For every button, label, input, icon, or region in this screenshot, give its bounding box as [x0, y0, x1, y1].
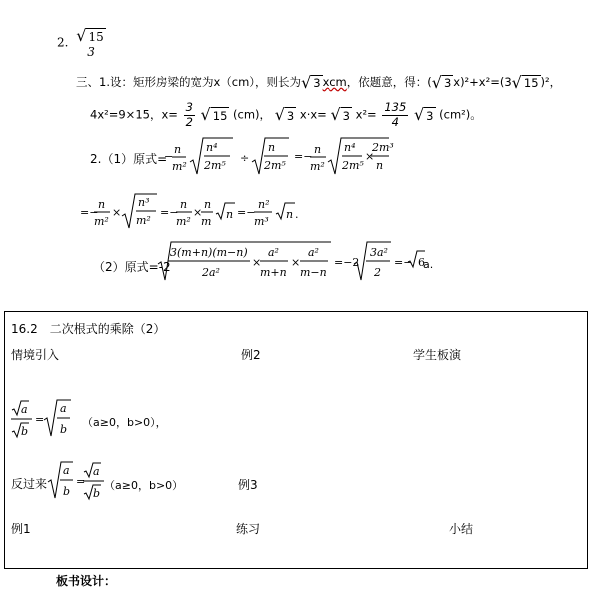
sqrt3-a: 3 — [313, 76, 321, 90]
board-col2-header: 例2 — [241, 348, 261, 362]
board-example-3: 例3 — [238, 478, 258, 492]
part3-line1-unit: cm — [329, 75, 347, 89]
svg-text:×: × — [112, 206, 122, 219]
svg-text:n: n — [314, 143, 322, 156]
svg-text:3a²: 3a² — [370, 246, 388, 259]
part3-line2-b: (cm)， — [233, 107, 272, 122]
svg-text:b: b — [21, 425, 29, 438]
sqrt3-d: 3 — [342, 108, 350, 123]
board-reverse-label: 反过来 — [11, 477, 48, 491]
svg-text:=: = — [35, 413, 45, 426]
answer-2 — [57, 28, 110, 58]
svg-text:÷: ÷ — [240, 152, 250, 165]
svg-text:2m⁵: 2m⁵ — [264, 159, 286, 172]
svg-text:a: a — [93, 465, 100, 478]
svg-text:=−2: =−2 — [334, 256, 360, 269]
svg-text:2: 2 — [374, 266, 381, 279]
svg-text:n: n — [174, 143, 182, 156]
svg-text:n³: n³ — [138, 196, 150, 209]
part3-line1-prefix: 三、1.设：矩形房梁的宽为x（cm），则长为 — [76, 75, 302, 89]
svg-text:a: a — [63, 464, 70, 477]
svg-text:−: − — [164, 150, 174, 163]
part3-line1-x: x — [322, 75, 330, 89]
q2-2-label: （2）原式=-2 — [93, 260, 171, 274]
svg-text:6: 6 — [418, 256, 425, 269]
board-formula-2-cond: （a≥0，b>0） — [104, 479, 184, 492]
svg-text:a: a — [21, 403, 28, 416]
svg-text:m+n: m+n — [260, 266, 287, 279]
svg-text:×: × — [193, 206, 203, 219]
svg-text:m²: m² — [310, 160, 325, 173]
sqrt3-c: 3 — [286, 108, 295, 123]
svg-text:.: . — [295, 208, 299, 221]
answer-2-fraction: √ 15 3 — [76, 26, 104, 59]
svg-text:×: × — [252, 256, 262, 269]
svg-text:2m⁵: 2m⁵ — [342, 159, 364, 172]
svg-text:=−: =− — [294, 150, 313, 163]
svg-text:b: b — [60, 423, 68, 436]
board-design-label: 板书设计： — [56, 574, 117, 588]
answer-2-sqrt-arg: 15 — [88, 29, 104, 44]
svg-text:n: n — [98, 198, 106, 211]
q2-1-line2 — [80, 192, 300, 236]
svg-text:×: × — [291, 256, 301, 269]
svg-text:2m³: 2m³ — [372, 141, 394, 154]
svg-text:2m⁵: 2m⁵ — [204, 159, 226, 172]
svg-text:m−n: m−n — [300, 266, 327, 279]
svg-text:a²: a² — [308, 246, 319, 259]
sqrt15-a: 15 — [523, 76, 539, 90]
svg-text:m²: m² — [94, 215, 109, 228]
frac-2: 2 — [185, 114, 193, 129]
board-formula-1 — [10, 398, 80, 442]
svg-text:=−: =− — [160, 206, 179, 219]
q2-1-formula — [160, 136, 394, 184]
part3-line1-tail: x)²+x²=(3 — [453, 75, 512, 89]
sqrt15-b: 15 — [212, 108, 228, 123]
svg-text:m: m — [201, 215, 212, 228]
svg-text:m²: m² — [136, 214, 151, 227]
sqrt3-e: 3 — [426, 108, 434, 123]
svg-text:n: n — [226, 208, 234, 221]
frac-3: 3 — [185, 100, 193, 114]
svg-text:3(m+n)(m−n): 3(m+n)(m−n) — [170, 246, 248, 259]
svg-text:2a²: 2a² — [202, 266, 220, 279]
part3-line2-c: x·x= — [299, 107, 327, 122]
part3-line2-e: (cm²)。 — [439, 107, 482, 122]
svg-text:n⁴: n⁴ — [344, 141, 356, 154]
svg-text:n: n — [376, 159, 384, 172]
svg-text:m²: m² — [176, 215, 191, 228]
svg-text:b: b — [93, 487, 101, 500]
frac-135: 135 — [384, 100, 407, 114]
board-title: 16.2 二次根式的乘除（2） — [11, 322, 166, 336]
answer-2-label: 2. — [57, 35, 69, 50]
q2-2-end: a. — [423, 258, 434, 271]
svg-text:n²: n² — [258, 198, 270, 211]
svg-text:m³: m³ — [254, 215, 269, 228]
svg-text:m²: m² — [172, 160, 187, 173]
svg-text:n: n — [286, 208, 294, 221]
svg-text:=−: =− — [237, 206, 256, 219]
board-design-box — [4, 311, 588, 569]
board-summary: 小结 — [449, 522, 474, 536]
svg-text:a: a — [60, 402, 67, 415]
answer-2-den: 3 — [87, 45, 95, 59]
part3-line1: 三、1.设：矩形房梁的宽为x（cm），则长为 √ 3 xcm，依题意，得：( √ 3 x)²+x²=(3 √ 15 )²， — [76, 72, 562, 92]
board-formula-2 — [46, 460, 106, 504]
frac-4: 4 — [391, 114, 399, 129]
part3-line1-end: )²， — [540, 75, 562, 89]
q2-1-label: 2.（1）原式= — [90, 152, 168, 166]
board-practice: 练习 — [236, 522, 261, 536]
svg-text:=−: =− — [80, 206, 99, 219]
board-formula-1-cond: （a≥0，b>0）， — [82, 416, 167, 429]
sqrt3-b: 3 — [443, 76, 452, 90]
part3-line1-suffix: ，依题意，得：( — [346, 75, 432, 89]
svg-text:n: n — [268, 141, 276, 154]
part3-line2-d: x²= — [355, 107, 377, 122]
svg-text:×: × — [365, 150, 375, 163]
q2-2-formula — [156, 240, 426, 286]
svg-text:a²: a² — [268, 246, 279, 259]
svg-text:n: n — [180, 198, 188, 211]
svg-text:n⁴: n⁴ — [206, 141, 218, 154]
part3-line2-a: 4x²=9×15，x= — [90, 107, 178, 122]
board-col3-header: 学生板演 — [413, 348, 462, 362]
part3-line2: 4x²=9×15，x= $\frac{3}{2}$ √ 15 (cm)， √ 3 x·x= √ 3 x²= $\frac{135}{4}$ √ 3 (cm²)。 — [90, 100, 482, 129]
svg-text:=: = — [76, 475, 86, 488]
svg-text:n: n — [204, 198, 212, 211]
svg-text:=−: =− — [394, 256, 413, 269]
board-example-1: 例1 — [11, 522, 31, 536]
board-col1-header: 情境引入 — [11, 348, 60, 362]
svg-text:b: b — [63, 485, 71, 498]
